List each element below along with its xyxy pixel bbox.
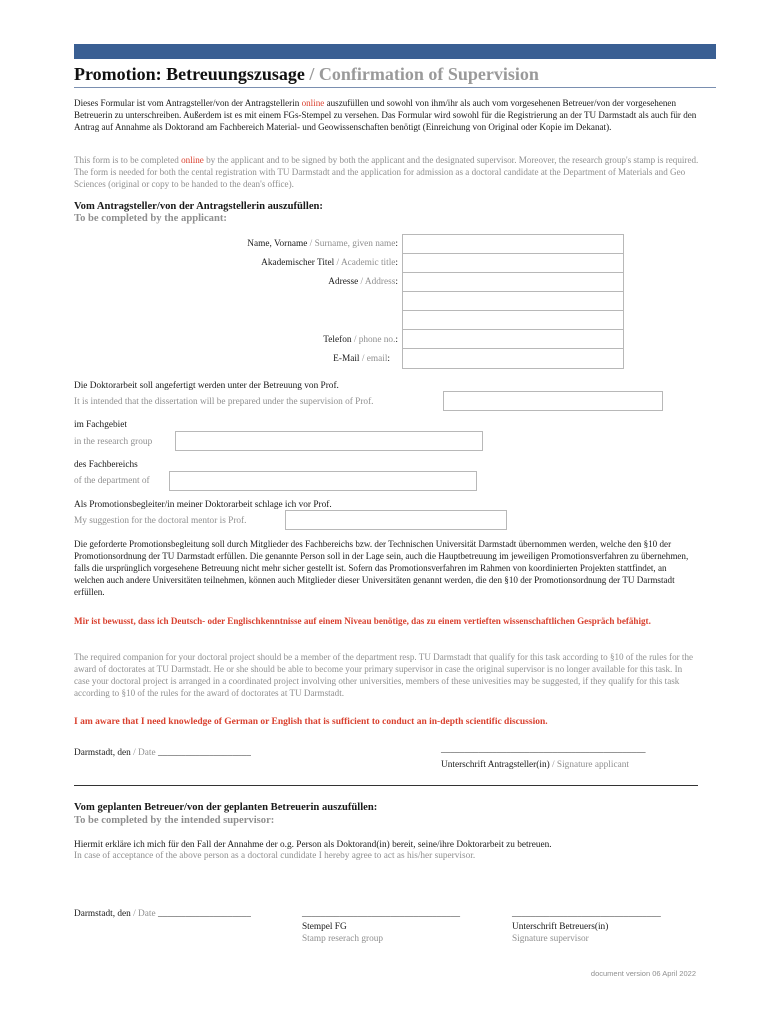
- address-field-line-3[interactable]: [403, 311, 623, 330]
- department-field[interactable]: [169, 471, 477, 491]
- page-title: Promotion: Betreuungszusage / Confirmation of Supervision: [74, 64, 539, 84]
- applicant-subheading: To be completed by the applicant:: [74, 213, 227, 224]
- phone-label: Telefon / phone no.:: [323, 335, 398, 345]
- supervisor-heading: Vom geplanten Betreuer/von der geplanten Betreuerin auszufüllen:: [74, 802, 378, 813]
- supervisor-name-field[interactable]: [443, 391, 663, 411]
- applicant-signature-line: ____________________________________________: [441, 745, 646, 755]
- supervisor-place-date: Darmstadt, den / Date ____________________: [74, 909, 251, 919]
- department-label-en: of the department of: [74, 476, 150, 486]
- stamp-label-en: Stamp reserach group: [302, 934, 384, 944]
- declaration-en: In case of acceptance of the above person as a doctoral cundidate I hereby agree to act as his/her supervisor.: [74, 851, 476, 861]
- supervision-label-de: Die Doktorarbeit soll angefertigt werden unter der Betreuung von Prof.: [74, 381, 339, 391]
- research-group-field[interactable]: [175, 431, 483, 451]
- mentor-label-de: Als Promotionsbegleiter/in meiner Doktorarbeit schlage ich vor Prof.: [74, 500, 332, 510]
- applicant-signature-label: Unterschrift Antragsteller(in) / Signature applicant: [441, 760, 629, 770]
- supervisor-signature-label-de: Unterschrift Betreuers(in): [512, 922, 609, 932]
- section-divider: [74, 785, 698, 786]
- email-field[interactable]: [403, 349, 623, 368]
- companion-text-de: Die geforderte Promotionsbegleitung soll durch Mitglieder des Fachbereichs bzw. der Technischen Universität Darmstadt übernommen werden, welche den §10 der Promotionsordnung der TU Darmstadt erfüllen. Die genannte Person soll in der Lage sein, auch die Hauptbetreuung im jeweiligen Promotionsverfahren zu übernehmen, falls die ursprünglich vorgesehene Betreuung nicht mehr sicher gestellt ist. Sofern das Promotionsverfahren im Rahmen von koordinierten Projekten stattfindet, an welchen auch andere Universitäten teilnehmen, können auch Mitglieder dieser Universitäten genannt werden, die den §10 der Promotionsordnung der TU Darmstadt erfüllen.: [74, 539, 689, 597]
- stamp-line: __________________________________: [302, 909, 461, 919]
- department-label-de: des Fachbereichs: [74, 460, 138, 470]
- applicant-place-date: Darmstadt, den / Date ____________________: [74, 748, 251, 758]
- header-bar: [74, 44, 716, 59]
- declaration-de: Hiermit erkläre ich mich für den Fall der Annahme der o.g. Person als Doktorand(in) bereit, seine/ihre Doktorarbeit zu betreuen.: [74, 840, 552, 850]
- supervisor-signature-line: ________________________________: [512, 909, 661, 919]
- phone-field[interactable]: [403, 330, 623, 349]
- email-label: E-Mail / email:: [333, 354, 390, 364]
- language-statement-de: Mir ist bewusst, dass ich Deutsch- oder Englischkenntnisse auf einem Niveau benötige, das zu einem vertieften wissenschaftlichen Gespräch befähigt.: [74, 616, 651, 626]
- address-label: Adresse / Address:: [328, 277, 398, 287]
- address-field-line-2[interactable]: [403, 292, 623, 311]
- supervision-label-en: It is intended that the dissertation will be prepared under the supervision of Prof.: [74, 397, 374, 407]
- intro-german: Dieses Formular ist vom Antragsteller/von der Antragstellerin online auszufüllen und sowohl von ihm/ihr als auch vom vorgesehenen Betreuer/von der vorgesehenen Betreuerin zu unterschreiben. Außerdem ist es mit einem FGs-Stempel zu versehen. Das Formular wird sowohl für die Registrierung an der TU Darmstadt als auch für den Antrag auf Annahme als Doktorand am Fachbereich Material- und Geowissenschaften benötigt (Einreichung von Original oder Kopie im Dekanat).: [74, 98, 697, 132]
- supervisor-signature-label-en: Signature supervisor: [512, 934, 589, 944]
- research-group-label-de: im Fachgebiet: [74, 420, 127, 430]
- applicant-fields: [402, 234, 624, 369]
- title-label: Akademischer Titel / Academic title:: [261, 258, 398, 268]
- mentor-label-en: My suggestion for the doctoral mentor is Prof.: [74, 516, 247, 526]
- mentor-name-field[interactable]: [285, 510, 507, 530]
- name-label: Name, Vorname / Surname, given name:: [247, 239, 398, 249]
- address-field-line-1[interactable]: [403, 273, 623, 292]
- intro-english: This form is to be completed online by the applicant and to be signed by both the applicant and the designated supervisor. Moreover, the research group's stamp is required. The form is needed for both the cental registration with TU Darmstadt and the application for admission as a doctoral candidate at the Department of Materials and Geo Sciences (original or copy to be handed to the dean's office).: [74, 155, 699, 189]
- supervisor-subheading: To be completed by the intended supervisor:: [74, 815, 275, 826]
- applicant-heading: Vom Antragsteller/von der Antragstellerin auszufüllen:: [74, 201, 323, 212]
- research-group-label-en: in the research group: [74, 437, 153, 447]
- name-field[interactable]: [403, 235, 623, 254]
- title-rule: [74, 87, 716, 88]
- language-statement-en: I am aware that I need knowledge of German or English that is sufficient to conduct an in-depth scientific discussion.: [74, 717, 548, 727]
- companion-text-en: The required companion for your doctoral project should be a member of the department resp. TU Darmstadt that qualify for this task according to §10 of the rules for the award of doctorates at TU Darmstadt. He or she should be able to become your primary supervisor in case the original supervisor is no longer available for this task. In case your doctoral project is arranged in a coordinated project involving other universities, members of these univesities may be suggested, if they qualify for this task according to §10 of the rules for the award of doctorates at TU Darmstadt.: [74, 652, 694, 698]
- stamp-label-de: Stempel FG: [302, 922, 347, 932]
- document-version: document version 06 April 2022: [590, 969, 696, 978]
- academic-title-field[interactable]: [403, 254, 623, 273]
